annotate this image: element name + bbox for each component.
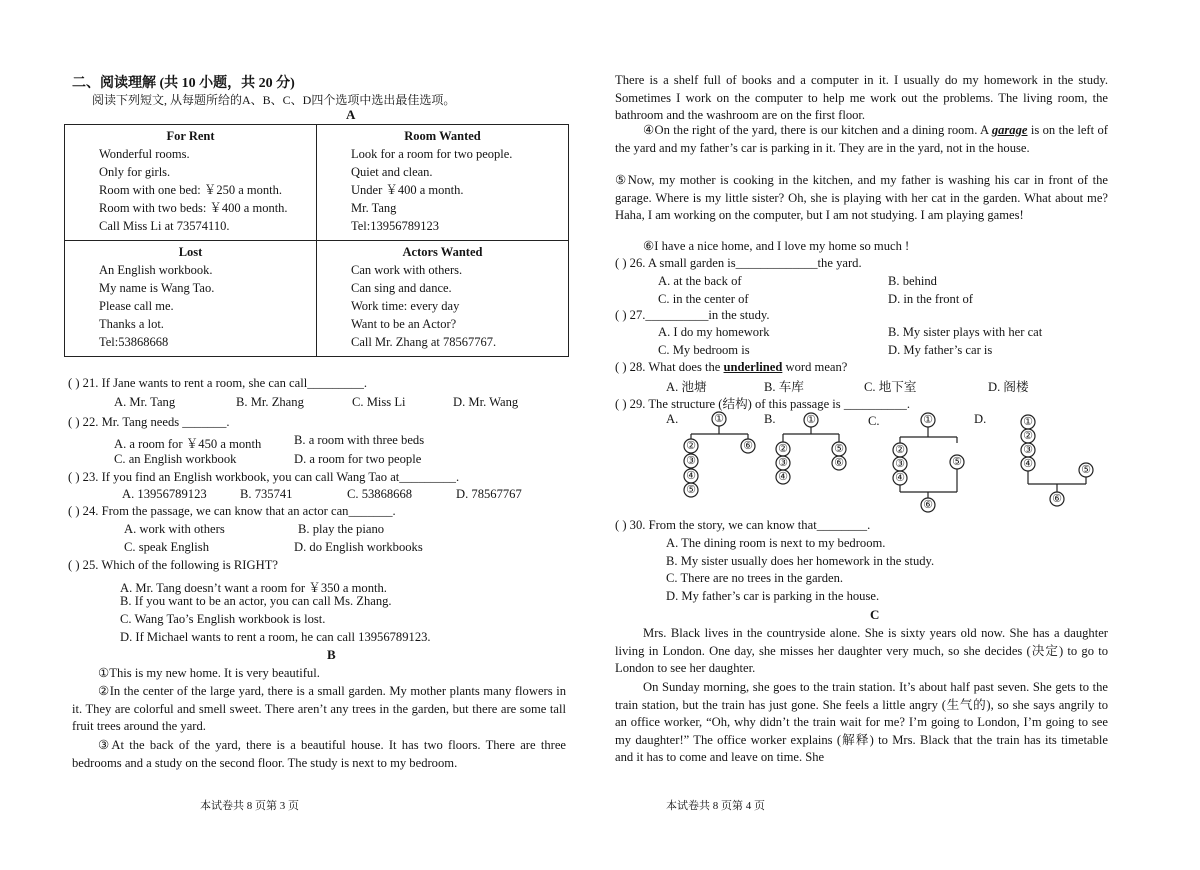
ad-line: Can sing and dance. [351,281,452,295]
option: C. 53868668 [347,487,413,501]
option: C. an English workbook [114,452,237,466]
node-label: ⑥ [743,440,753,452]
option: D. in the front of [888,292,973,306]
option: A. Mr. Tang doesn’t want a room for ￥350 a month. [120,581,387,595]
ad-line: Room with one bed: ￥250 a month. [99,183,282,197]
ad-line: My name is Wang Tao. [99,281,215,295]
option: B. If you want to be an actor, you can call Ms. Zhang. [120,594,392,608]
structure-diagrams [600,408,1200,523]
ad-title: Actors Wanted [402,245,483,259]
option: C. My bedroom is [658,343,750,357]
passage-b-paragraph-2: ②In the center of the large yard, there is a small garden. My mother plants many flowers in it. They are colorful and smell sweet. There aren’t any trees in the garden, but there are some tall fruit trees around the yard. [72,684,566,734]
node-label: ③ [895,458,905,470]
node-label: ④ [895,472,905,484]
right-page [600,0,1200,870]
option: B. 735741 [240,487,293,501]
ad-line: Call Mr. Zhang at 78567767. [351,335,497,349]
option: A. I do my homework [658,325,770,339]
option: B. Mr. Zhang [236,395,304,409]
node-label: ① [806,414,816,426]
ad-for-rent [65,125,317,241]
option: D. a room for two people [294,452,422,466]
option: C. speak English [124,540,210,554]
option-label: C. [868,414,880,428]
node-label: ③ [686,455,696,467]
ad-line: Look for a room for two people. [351,147,513,161]
ad-title: Room Wanted [404,129,481,143]
node-label: ⑤ [686,484,696,496]
ad-line: Wonderful rooms. [99,147,190,161]
option: A. 13956789123 [122,487,207,501]
ad-lost [65,241,317,357]
ad-line: Tel:13956789123 [351,219,440,233]
passage-c-paragraph-2: On Sunday morning, she goes to the train station. It’s about half past seven. She gets to the train station, but the train has just gone. She feels a little angry (生气的), so she says angrily to an office worker, “Oh, why didn’t the train wait for me? I’m going to London, I’m going to see my daughter!” The office worker explains (解释) to Mrs. Black that the train has its timetable and it has to come and leave on time. She [615,680,1108,765]
node-label: ① [714,413,724,425]
option: D. do English workbooks [294,540,423,554]
page-footer: 本试卷共 8 页第 3 页 [200,800,299,812]
question-22: ( ) 22. Mr. Tang needs _______. [68,415,230,429]
question-30: ( ) 30. From the story, we can know that________. [615,518,871,532]
node-label: ④ [778,471,788,483]
option: D. Mr. Wang [453,395,519,409]
passage-b-paragraph-3-continued: There is a shelf full of books and a computer in it. I usually do my homework in the study. Sometimes I work on the computer to help me work out the problems. The living room, the bathroom and the washroom are on the first floor. [615,73,1108,123]
question-28-stem: ( ) 28. What does the [615,360,724,374]
option: C. Wang Tao’s English workbook is lost. [120,612,326,626]
part-a-label: A [346,107,356,122]
page-footer: 本试卷共 8 页第 4 页 [666,800,765,812]
node-label: ④ [1023,458,1033,470]
ad-line: Only for girls. [99,165,171,179]
ad-line: Tel:53868668 [99,335,169,349]
passage-b-paragraph-4: ④On the right of the yard, there is our kitchen and a dining room. A garage is on the left of the yard and my father’s car is parking in it. They are in the yard, not in the house. [615,123,1108,155]
ad-line: Quiet and clean. [351,165,433,179]
passage-c-paragraph-1: Mrs. Black lives in the countryside alone. She is sixty years old now. She has a daughter living in London. One day, she misses her daughter very much, so she decides (决定) to go to London to see her daughter. [615,626,1108,676]
option: D. My father’s car is [888,343,993,357]
option: D. My father’s car is parking in the house. [666,589,880,603]
question-25: ( ) 25. Which of the following is RIGHT? [68,558,278,572]
ad-line: Want to be an Actor? [351,317,457,331]
option: A. 池塘 [666,380,707,394]
underlined-word: underlined [723,360,783,374]
ad-line: Under ￥400 a month. [351,183,464,197]
question-21: ( ) 21. If Jane wants to rent a room, she can call_________. [68,376,368,390]
option: B. behind [888,274,937,288]
option: D. If Michael wants to rent a room, he can call 13956789123. [120,630,431,644]
ad-actors-wanted [317,241,569,357]
ad-title: Lost [178,245,203,259]
option: A. work with others [124,522,225,536]
question-24: ( ) 24. From the passage, we can know that an actor can_______. [68,504,396,518]
option: A. Mr. Tang [114,395,176,409]
node-label: ⑥ [1052,493,1062,505]
node-label: ⑤ [834,443,844,455]
underlined-word-garage: garage [991,123,1028,137]
option: C. in the center of [658,292,749,306]
ad-line: Please call me. [99,299,174,313]
option: B. 车库 [764,380,804,394]
passage-b-paragraph-5: ⑤Now, my mother is cooking in the kitchen, and my father is washing his car in front of the garage. Where is my little sister? Oh, she is playing with her cat in the garden. What about me? Haha, I am working on the computer, but I am not studying. I am playing games! [615,173,1108,223]
section-title: 二、阅读理解 (共 10 小题，共 20 分) [72,76,295,91]
option-label: D. [974,412,987,426]
question-27: ( ) 27.__________in the study. [615,308,770,322]
option: C. 地下室 [864,380,917,394]
question-26: ( ) 26. A small garden is_____________the yard. [615,256,862,270]
node-label: ① [1023,416,1033,428]
option: B. play the piano [298,522,385,536]
node-label: ② [895,444,905,456]
node-label: ① [923,414,933,426]
option: B. a room with three beds [294,433,425,447]
option: A. a room for ￥450 a month [114,437,262,451]
question-28 [615,360,847,375]
ad-line: Call Miss Li at 73574110. [99,219,230,233]
ad-line: Work time: every day [351,299,460,313]
ad-line: Thanks a lot. [99,317,164,331]
node-label: ⑥ [923,499,933,511]
node-label: ⑥ [834,457,844,469]
option: A. at the back of [658,274,742,288]
part-c-label: C [870,607,880,622]
question-29: ( ) 29. The structure (结构) of this passage is __________. [615,397,910,411]
passage-b-paragraph-3: ③At the back of the yard, there is a beautiful house. It has two floors. There are three bedrooms and a study on the second floor. The study is next to my bedroom. [72,738,566,770]
option: C. There are no trees in the garden. [666,571,844,585]
node-label: ② [778,443,788,455]
node-label: ③ [778,457,788,469]
ads-table [64,124,569,357]
node-label: ② [686,440,696,452]
option: B. My sister usually does her homework in the study. [666,554,935,568]
question-28-stem-end: word mean? [782,360,848,374]
node-label: ② [1023,430,1033,442]
ad-title: For Rent [166,129,215,143]
ad-line: Mr. Tang [351,201,397,215]
option: C. Miss Li [352,395,406,409]
node-label: ⑤ [952,456,962,468]
ad-line: Can work with others. [351,263,463,277]
node-label: ⑤ [1081,464,1091,476]
section-instruction: 阅读下列短文, 从每题所给的A、B、C、D四个选项中选出最佳选项。 [92,93,456,107]
option: B. My sister plays with her cat [888,325,1043,339]
node-label: ④ [686,470,696,482]
passage-b-paragraph-6: ⑥I have a nice home, and I love my home so much ! [643,239,910,253]
option: D. 阁楼 [988,380,1029,394]
ad-line: An English workbook. [99,263,213,277]
passage-b-paragraph-1: ①This is my new home. It is very beautiful. [98,666,320,680]
option: D. 78567767 [456,487,522,501]
option-label: B. [764,412,776,426]
ad-room-wanted [317,125,569,241]
option-label: A. [666,412,679,426]
question-23: ( ) 23. If you find an English workbook, you can call Wang Tao at_________. [68,470,460,484]
part-b-label: B [327,647,336,662]
node-label: ③ [1023,444,1033,456]
ad-line: Room with two beds: ￥400 a month. [99,201,288,215]
option: A. The dining room is next to my bedroom. [666,536,886,550]
